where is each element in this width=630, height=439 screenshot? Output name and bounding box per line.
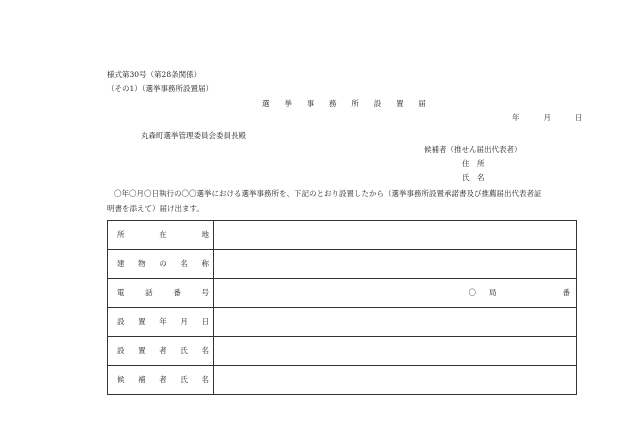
date-day: 日 (575, 113, 583, 122)
label-char: 年 (159, 317, 167, 327)
table-row (108, 337, 577, 366)
label-char: 称 (201, 259, 209, 269)
label-char: 日 (201, 317, 209, 327)
phone-ban: 番 (562, 288, 570, 298)
candidate-name-field[interactable] (214, 366, 577, 395)
row-label (108, 221, 214, 250)
title-char: 挙 (284, 99, 292, 108)
label-char: 置 (138, 317, 146, 327)
label-char: 名 (201, 346, 209, 356)
label-char: 設 (117, 346, 125, 356)
form-table (107, 220, 577, 395)
label-char: 氏 (180, 375, 188, 385)
addressee: 丸森町選挙管理委員会委員長殿 (141, 131, 246, 140)
title-char: 置 (396, 99, 404, 108)
sender-address-label: 住 所 (462, 159, 485, 168)
date-line (512, 114, 583, 122)
title-char: 事 (306, 99, 315, 108)
row-label (108, 308, 214, 337)
phone-kyoku: 局 (489, 288, 497, 298)
row-label (108, 337, 214, 366)
setup-date-field[interactable] (214, 308, 577, 337)
label-char: 置 (138, 346, 146, 356)
date-year: 年 (512, 113, 520, 122)
label-char: 設 (117, 317, 125, 327)
label-char: 候 (117, 375, 125, 385)
location-field[interactable] (214, 221, 577, 250)
form-number: 様式第30号（第28条関係） (107, 70, 202, 79)
title-char: 務 (329, 99, 337, 108)
label-char: 号 (201, 288, 209, 298)
sender-name-label: 氏 名 (462, 173, 485, 182)
table-row (108, 308, 577, 337)
title-char: 届 (418, 99, 426, 108)
row-label (108, 250, 214, 279)
row-label (108, 366, 214, 395)
building-name-field[interactable] (214, 250, 577, 279)
label-char: 電 (117, 288, 125, 298)
label-char: 話 (145, 288, 153, 298)
form-title (262, 100, 426, 108)
sender-role: 候補者（推せん届出代表者） (424, 145, 522, 154)
table-row (108, 221, 577, 250)
label-char: 所 (117, 230, 125, 240)
label-char: 者 (159, 375, 167, 385)
label-char: の (159, 259, 167, 269)
table-row (108, 250, 577, 279)
body-text-line-2: 明書を添えて）届け出ます。 (107, 204, 204, 213)
phone-field[interactable] (214, 279, 577, 308)
label-char: 氏 (180, 346, 188, 356)
table-row (108, 279, 577, 308)
title-char: 設 (373, 99, 382, 108)
form-subtitle: （その1）（選挙事務所設置届） (107, 84, 214, 93)
installer-name-field[interactable] (214, 337, 577, 366)
label-char: 月 (180, 317, 188, 327)
label-char: 者 (159, 346, 167, 356)
label-char: 番 (173, 288, 181, 298)
body-text-line-1: 〇年〇月〇日執行の〇〇選挙における選挙事務所を、下記のとおり設置したから（選挙事務所設置承諾書及び推薦届出代表者証 (114, 189, 542, 198)
label-char: 名 (180, 259, 188, 269)
row-label (108, 279, 214, 308)
label-char: 補 (138, 375, 146, 385)
title-char: 所 (351, 99, 359, 108)
title-char: 選 (262, 99, 270, 108)
label-char: 物 (138, 259, 146, 269)
label-char: 在 (159, 230, 167, 240)
label-char: 名 (201, 375, 209, 385)
label-char: 建 (117, 259, 125, 269)
date-month: 月 (543, 113, 551, 122)
table-row (108, 366, 577, 395)
label-char: 地 (201, 230, 209, 240)
phone-circle: 〇 (468, 288, 476, 298)
